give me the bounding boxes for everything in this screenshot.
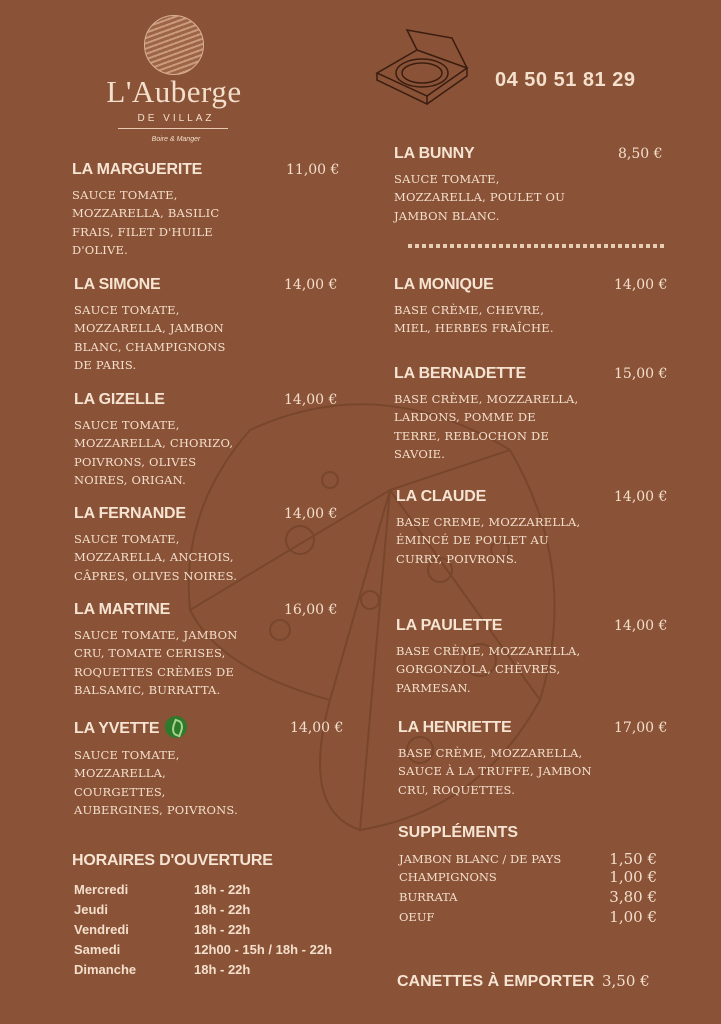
hours-time: 18h - 22h <box>194 882 251 897</box>
hours-day: Mercredi <box>74 882 129 897</box>
item-name: LA HENRIETTE <box>398 719 512 736</box>
hours-time: 12h00 - 15h / 18h - 22h <box>194 942 333 957</box>
item-price: 15,00 € <box>614 366 668 382</box>
hours-time: 18h - 22h <box>194 902 251 917</box>
item-name: LA YVETTE <box>74 720 160 738</box>
brand-tagline: Boire & Manger <box>151 136 201 143</box>
menu-item <box>74 504 344 585</box>
hours-day: Dimanche <box>74 962 137 977</box>
phone-number[interactable]: 04 50 51 81 29 <box>495 69 636 91</box>
hours-row <box>74 882 354 902</box>
supplement-price: 3,80 € <box>609 888 657 906</box>
brand-subtitle: DE VILLAZ <box>137 113 215 124</box>
menu-item <box>398 718 668 799</box>
hours-title: HORAIRES D'OUVERTURE <box>72 852 273 869</box>
menu-item <box>74 275 344 375</box>
item-name: LA SIMONE <box>74 276 161 293</box>
item-desc: BASE CRÈME, CHEVRE, MIEL, HERBES FRAÎCHE. <box>394 303 554 336</box>
supplement-row <box>399 886 657 906</box>
supplement-row <box>399 906 657 926</box>
item-desc: SAUCE TOMATE, JAMBON CRU, TOMATE CERISES, ROQUETTES CRÈMES DE BALSAMIC, BURRATTA. <box>74 628 238 698</box>
menu-item <box>74 718 344 820</box>
supplement-label: BURRATA <box>399 890 458 904</box>
item-name: LA MARTINE <box>74 601 171 618</box>
item-price: 14,00 € <box>284 277 338 293</box>
logo-emblem <box>144 15 204 75</box>
supplement-price: 1,00 € <box>609 908 657 926</box>
supplements-title: SUPPLÉMENTS <box>398 824 519 841</box>
item-name: LA GIZELLE <box>74 391 165 408</box>
hours-day: Jeudi <box>74 902 108 917</box>
supplement-label: JAMBON BLANC / DE PAYS <box>399 852 562 866</box>
menu-item <box>74 390 344 490</box>
item-desc: BASE CRÈME, MOZZARELLA, GORGONZOLA, CHÈVRES, PARMESAN. <box>396 644 581 695</box>
item-name: LA FERNANDE <box>74 505 186 522</box>
item-desc: BASE CRÈME, MOZZARELLA, LARDONS, POMME DE TERRE, REBLOCHON DE SAVOIE. <box>394 392 579 462</box>
hours-row <box>74 962 354 982</box>
hours-row <box>74 902 354 922</box>
logo-divider <box>118 128 228 129</box>
item-price: 8,50 € <box>618 146 663 162</box>
supplement-row <box>399 866 657 886</box>
item-desc: BASE CRÈME, MOZZARELLA, SAUCE À LA TRUFFE, JAMBON CRU, ROQUETTES. <box>398 746 592 797</box>
menu-item <box>394 144 664 225</box>
menu-item <box>394 275 668 338</box>
item-desc: SAUCE TOMATE, MOZZARELLA, CHORIZO, POIVRONS, OLIVES NOIRES, ORIGAN. <box>74 418 234 488</box>
item-price: 16,00 € <box>284 602 338 618</box>
dotted-divider <box>408 244 666 248</box>
item-price: 14,00 € <box>614 489 668 505</box>
item-price: 14,00 € <box>284 392 338 408</box>
canettes-price: 3,50 € <box>602 972 650 990</box>
supplement-price: 1,00 € <box>609 868 657 886</box>
hours-row <box>74 922 354 942</box>
hours-time: 18h - 22h <box>194 922 251 937</box>
supplement-price: 1,50 € <box>609 850 657 868</box>
item-desc: BASE CREME, MOZZARELLA, ÉMINCÉ DE POULET AU CURRY, POIVRONS. <box>396 515 581 566</box>
item-name: LA BUNNY <box>394 145 475 162</box>
hours-time: 18h - 22h <box>194 962 251 977</box>
supplement-row <box>399 848 657 868</box>
hours-day: Vendredi <box>74 922 129 937</box>
item-desc: SAUCE TOMATE, MOZZARELLA, BASILIC FRAIS, FILET D'HUILE D'OLIVE. <box>72 188 220 258</box>
menu-item <box>74 600 344 700</box>
item-price: 11,00 € <box>286 162 340 178</box>
item-name: LA MARGUERITE <box>72 161 203 178</box>
supplement-label: OEUF <box>399 910 435 924</box>
hours-row <box>74 942 354 962</box>
menu-item <box>72 160 342 260</box>
item-price: 14,00 € <box>284 506 338 522</box>
leaf-icon <box>165 716 187 738</box>
menu-item <box>396 487 666 568</box>
item-desc: SAUCE TOMATE, MOZZARELLA, POULET OU JAMBON BLANC. <box>394 172 565 223</box>
item-price: 14,00 € <box>614 277 668 293</box>
item-name: LA PAULETTE <box>396 617 503 634</box>
item-price: 14,00 € <box>290 720 344 736</box>
item-desc: SAUCE TOMATE, MOZZARELLA, JAMBON BLANC, CHAMPIGNONS DE PARIS. <box>74 303 226 373</box>
canettes-label: CANETTES À EMPORTER <box>397 973 595 990</box>
item-desc: SAUCE TOMATE, MOZZARELLA, ANCHOIS, CÂPRES, OLIVES NOIRES. <box>74 532 238 583</box>
item-name: LA BERNADETTE <box>394 365 526 382</box>
supplement-label: CHAMPIGNONS <box>399 870 497 884</box>
menu-item <box>394 364 668 464</box>
item-name: LA MONIQUE <box>394 276 494 293</box>
item-price: 17,00 € <box>614 720 668 736</box>
brand-name: L'Auberge <box>106 74 242 109</box>
menu-item <box>396 616 666 697</box>
item-name: LA CLAUDE <box>396 488 487 505</box>
hours-day: Samedi <box>74 942 121 957</box>
item-desc: SAUCE TOMATE, MOZZARELLA, COURGETTES, AUBERGINES, POIVRONS. <box>74 748 238 818</box>
pizza-box-icon <box>372 28 472 108</box>
item-price: 14,00 € <box>614 618 668 634</box>
